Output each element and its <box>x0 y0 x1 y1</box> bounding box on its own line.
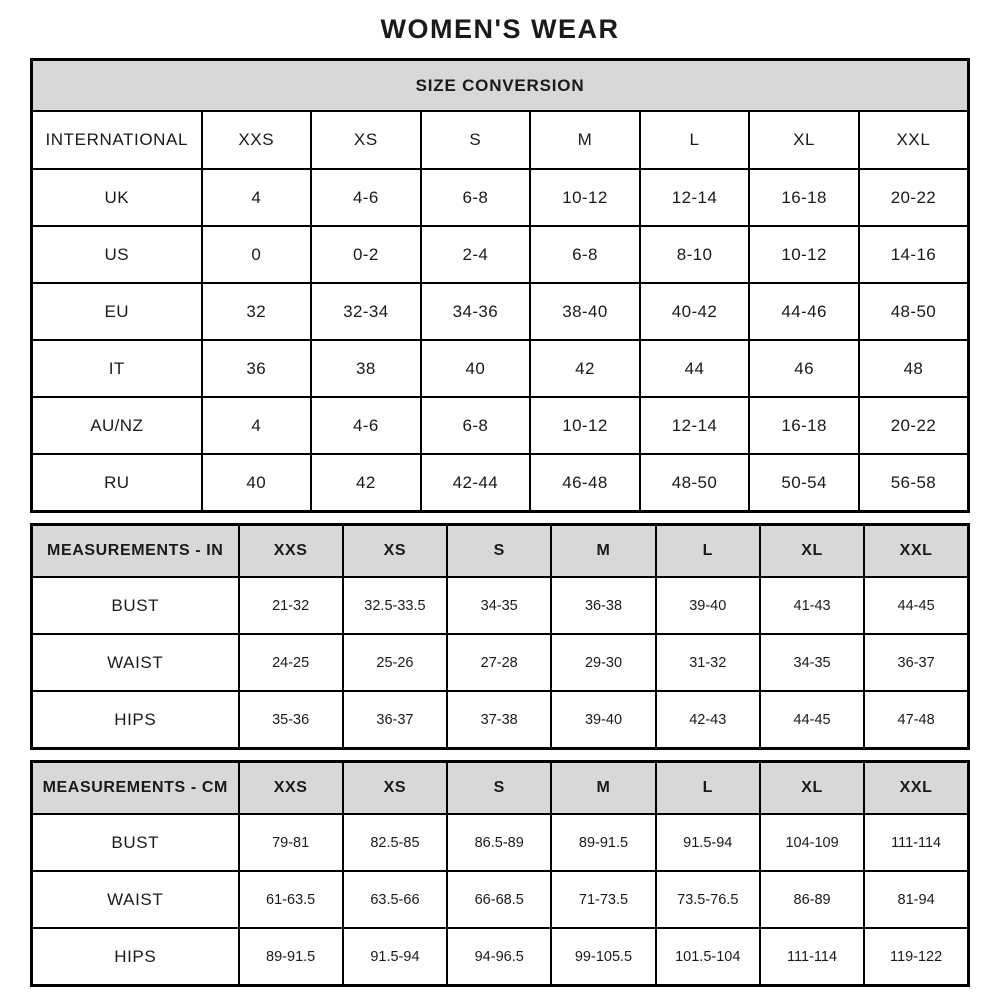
column-header-cell: XL <box>749 111 859 169</box>
value-cell: 91.5-94 <box>656 814 760 871</box>
table-row <box>32 397 969 454</box>
value-cell: 31-32 <box>656 634 760 691</box>
table-row <box>32 577 969 634</box>
value-cell: 10-12 <box>530 397 640 454</box>
column-header-row <box>32 762 969 815</box>
value-cell: 10-12 <box>530 169 640 226</box>
value-cell: 111-114 <box>864 814 968 871</box>
value-cell: 94-96.5 <box>447 928 551 986</box>
value-cell: 12-14 <box>640 397 750 454</box>
value-cell: 56-58 <box>859 454 969 512</box>
table-row <box>32 928 969 986</box>
value-cell: 32 <box>202 283 312 340</box>
value-cell: 16-18 <box>749 169 859 226</box>
value-cell: 0 <box>202 226 312 283</box>
page-title: WOMEN'S WEAR <box>380 14 620 44</box>
table-row <box>32 169 969 226</box>
value-cell: 39-40 <box>656 577 760 634</box>
table-row <box>32 283 969 340</box>
value-cell: 37-38 <box>447 691 551 749</box>
row-label-cell: WAIST <box>32 871 239 928</box>
value-cell: 119-122 <box>864 928 968 986</box>
value-cell: 82.5-85 <box>343 814 447 871</box>
value-cell: 89-91.5 <box>239 928 343 986</box>
value-cell: 99-105.5 <box>551 928 655 986</box>
value-cell: 42-44 <box>421 454 531 512</box>
table-header-label: MEASUREMENTS - CM <box>32 762 239 815</box>
value-cell: 24-25 <box>239 634 343 691</box>
value-cell: 40-42 <box>640 283 750 340</box>
row-label-cell: WAIST <box>32 634 239 691</box>
value-cell: 42-43 <box>656 691 760 749</box>
value-cell: 14-16 <box>859 226 969 283</box>
value-cell: 81-94 <box>864 871 968 928</box>
value-cell: 6-8 <box>530 226 640 283</box>
size-conversion-table <box>30 58 970 513</box>
value-cell: 29-30 <box>551 634 655 691</box>
row-label-cell: BUST <box>32 814 239 871</box>
table-header-label: INTERNATIONAL <box>32 111 202 169</box>
column-header-row <box>32 111 969 169</box>
value-cell: 42 <box>311 454 421 512</box>
table-row <box>32 814 969 871</box>
value-cell: 4 <box>202 169 312 226</box>
value-cell: 111-114 <box>760 928 864 986</box>
column-header-cell: XS <box>343 762 447 815</box>
value-cell: 104-109 <box>760 814 864 871</box>
value-cell: 36-37 <box>343 691 447 749</box>
row-label-cell: AU/NZ <box>32 397 202 454</box>
value-cell: 79-81 <box>239 814 343 871</box>
column-header-cell: XXL <box>859 111 969 169</box>
value-cell: 71-73.5 <box>551 871 655 928</box>
value-cell: 4-6 <box>311 169 421 226</box>
value-cell: 12-14 <box>640 169 750 226</box>
value-cell: 38 <box>311 340 421 397</box>
column-header-cell: M <box>530 111 640 169</box>
column-header-cell: XXL <box>864 762 968 815</box>
value-cell: 34-35 <box>447 577 551 634</box>
row-label-cell: UK <box>32 169 202 226</box>
column-header-cell: XXL <box>864 525 968 578</box>
value-cell: 8-10 <box>640 226 750 283</box>
value-cell: 36-38 <box>551 577 655 634</box>
column-header-cell: L <box>656 762 760 815</box>
column-header-cell: XL <box>760 525 864 578</box>
row-label-cell: HIPS <box>32 691 239 749</box>
value-cell: 61-63.5 <box>239 871 343 928</box>
value-cell: 101.5-104 <box>656 928 760 986</box>
column-header-cell: XXS <box>202 111 312 169</box>
value-cell: 4 <box>202 397 312 454</box>
value-cell: 27-28 <box>447 634 551 691</box>
value-cell: 44-45 <box>864 577 968 634</box>
column-header-cell: L <box>640 111 750 169</box>
value-cell: 2-4 <box>421 226 531 283</box>
value-cell: 20-22 <box>859 169 969 226</box>
value-cell: 21-32 <box>239 577 343 634</box>
value-cell: 63.5-66 <box>343 871 447 928</box>
value-cell: 86.5-89 <box>447 814 551 871</box>
column-header-cell: XXS <box>239 525 343 578</box>
column-header-cell: S <box>421 111 531 169</box>
measurements-cm-table <box>30 760 970 987</box>
column-header-cell: XL <box>760 762 864 815</box>
value-cell: 46 <box>749 340 859 397</box>
value-cell: 25-26 <box>343 634 447 691</box>
value-cell: 16-18 <box>749 397 859 454</box>
value-cell: 89-91.5 <box>551 814 655 871</box>
value-cell: 34-36 <box>421 283 531 340</box>
value-cell: 6-8 <box>421 169 531 226</box>
value-cell: 73.5-76.5 <box>656 871 760 928</box>
column-header-cell: M <box>551 525 655 578</box>
row-label-cell: IT <box>32 340 202 397</box>
value-cell: 48 <box>859 340 969 397</box>
value-cell: 35-36 <box>239 691 343 749</box>
value-cell: 38-40 <box>530 283 640 340</box>
value-cell: 34-35 <box>760 634 864 691</box>
value-cell: 4-6 <box>311 397 421 454</box>
value-cell: 44-45 <box>760 691 864 749</box>
value-cell: 0-2 <box>311 226 421 283</box>
table-caption: SIZE CONVERSION <box>32 60 969 112</box>
value-cell: 20-22 <box>859 397 969 454</box>
value-cell: 32-34 <box>311 283 421 340</box>
value-cell: 40 <box>421 340 531 397</box>
table-caption-row <box>32 60 969 112</box>
row-label-cell: HIPS <box>32 928 239 986</box>
value-cell: 46-48 <box>530 454 640 512</box>
value-cell: 44 <box>640 340 750 397</box>
value-cell: 48-50 <box>859 283 969 340</box>
table-header-label: MEASUREMENTS - IN <box>32 525 239 578</box>
column-header-cell: M <box>551 762 655 815</box>
value-cell: 39-40 <box>551 691 655 749</box>
row-label-cell: RU <box>32 454 202 512</box>
value-cell: 86-89 <box>760 871 864 928</box>
value-cell: 50-54 <box>749 454 859 512</box>
column-header-row <box>32 525 969 578</box>
table-row <box>32 691 969 749</box>
table-row <box>32 226 969 283</box>
column-header-cell: S <box>447 525 551 578</box>
value-cell: 36 <box>202 340 312 397</box>
row-label-cell: EU <box>32 283 202 340</box>
table-row <box>32 454 969 512</box>
value-cell: 66-68.5 <box>447 871 551 928</box>
column-header-cell: XS <box>311 111 421 169</box>
column-header-cell: XXS <box>239 762 343 815</box>
value-cell: 36-37 <box>864 634 968 691</box>
value-cell: 42 <box>530 340 640 397</box>
measurements-in-table <box>30 523 970 750</box>
value-cell: 41-43 <box>760 577 864 634</box>
table-row <box>32 340 969 397</box>
value-cell: 32.5-33.5 <box>343 577 447 634</box>
value-cell: 6-8 <box>421 397 531 454</box>
table-row <box>32 634 969 691</box>
column-header-cell: S <box>447 762 551 815</box>
value-cell: 40 <box>202 454 312 512</box>
value-cell: 91.5-94 <box>343 928 447 986</box>
column-header-cell: XS <box>343 525 447 578</box>
value-cell: 44-46 <box>749 283 859 340</box>
value-cell: 10-12 <box>749 226 859 283</box>
table-row <box>32 871 969 928</box>
row-label-cell: BUST <box>32 577 239 634</box>
column-header-cell: L <box>656 525 760 578</box>
value-cell: 47-48 <box>864 691 968 749</box>
row-label-cell: US <box>32 226 202 283</box>
value-cell: 48-50 <box>640 454 750 512</box>
